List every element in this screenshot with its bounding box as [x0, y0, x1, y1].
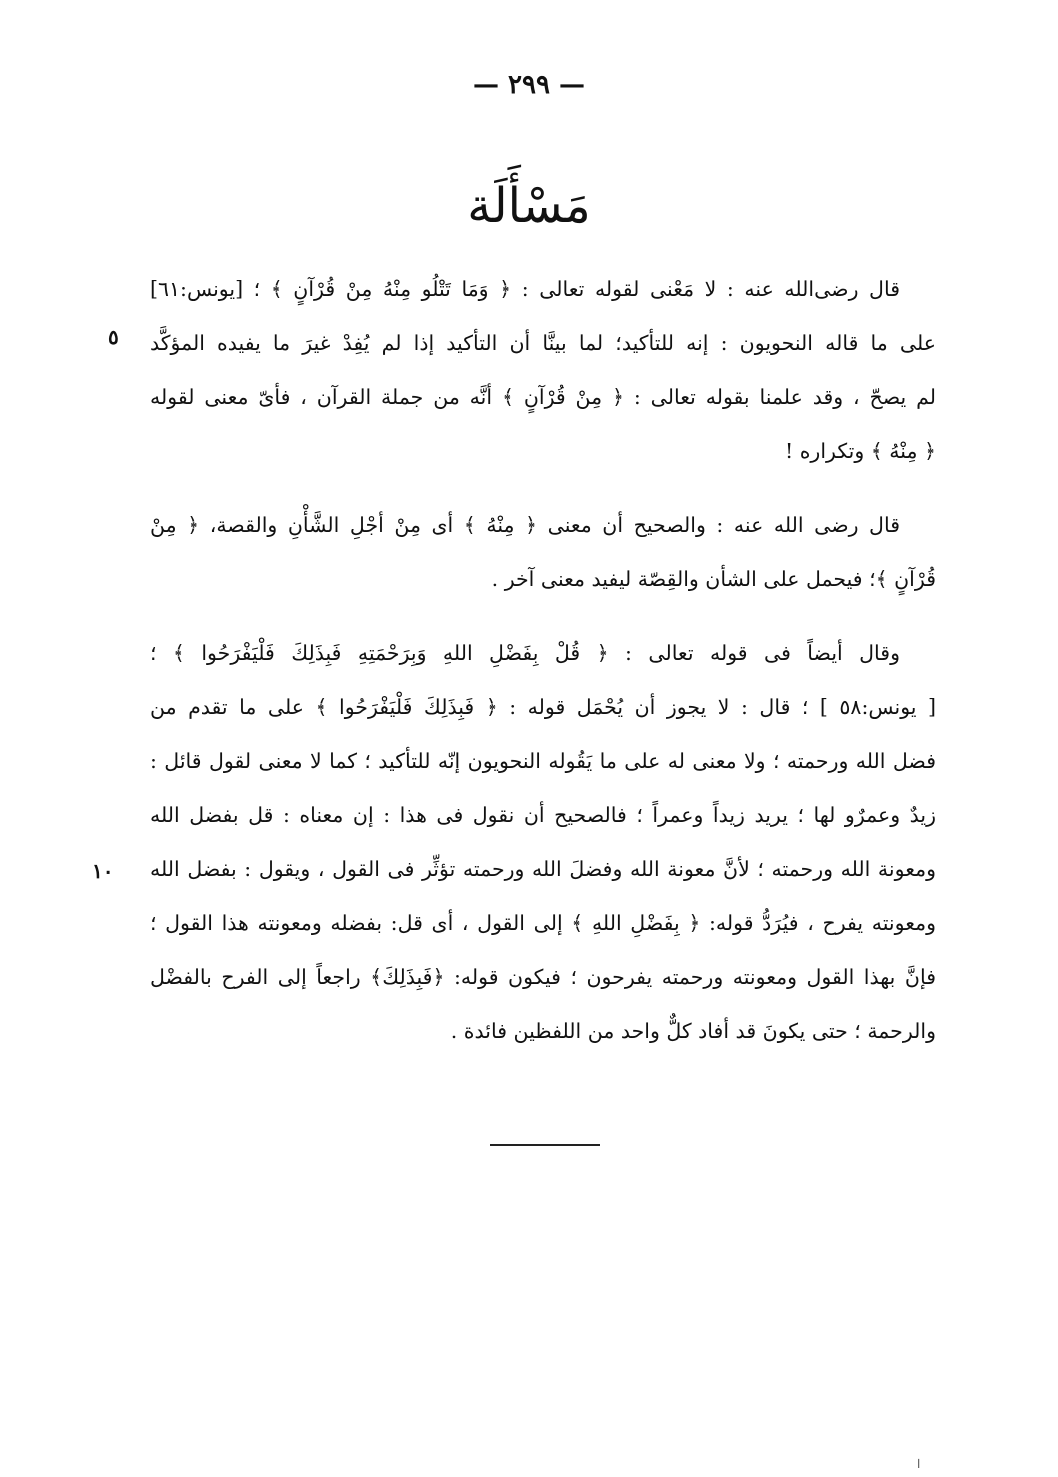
text-line: ﴿ مِنْهُ ﴾ وتكراره !: [784, 439, 936, 463]
footer-mark: ا: [917, 1457, 921, 1471]
text-line: زيدٌ وعمرٌو لها ؛ يريد زيداً وعمراً ؛ فالصحيح أن نقول فى هذا : إن معناه : قل بفضل الله: [150, 803, 936, 827]
text-line: ومعونته يفرح ، فيُرَدُّ قوله: ﴿ بِفَضْلِ اللهِ ﴾ إلى القول ، أى قل: بفضله ومعونته هذا القول ؛: [150, 911, 936, 935]
text-line: فإنَّ بهذا القول ومعونته ورحمته يفرحون ؛ فيكون قوله: ﴿فَبِذَلِكَ﴾ راجعاً إلى الفرح بالفضْل: [150, 965, 936, 989]
text-line: على ما قاله النحويون : إنه للتأكيد؛ لما بينَّا أن التأكيد إذا لم يُفِدْ غيرَ ما يفيده المؤكَّد: [150, 331, 936, 355]
paragraph-2: [150, 498, 936, 606]
text-line: ومعونة الله ورحمته ؛ لأنَّ معونة الله وفضلَ الله ورحمته تؤثِّر فى القول ، ويقول : بفضل الله: [150, 857, 936, 881]
paragraph-1: [150, 262, 936, 478]
text-line: فضل الله ورحمته ؛ ولا معنى له على ما يَقُوله النحويون إنّه للتأكيد ؛ كما لا معنى لقول قائل :: [150, 749, 936, 773]
paragraph-3: [150, 626, 936, 1058]
text-line: وقال أيضاً فى قوله تعالى : ﴿ قُلْ بِفَضْلِ اللهِ وَبِرَحْمَتِهِ فَبِذَلِكَ فَلْيَفْرَحُوا ﴾ ؛: [150, 641, 900, 665]
line-number-5: ٥: [108, 325, 119, 349]
text-line: والرحمة ؛ حتى يكونَ قد أفاد كلٌّ واحد من اللفظين فائدة .: [450, 1019, 936, 1043]
closing-rule: [490, 1144, 600, 1146]
text-line: قال رضى‌الله عنه : لا مَعْنى لقوله تعالى : ﴿ وَمَا تَتْلُو مِنْهُ مِنْ قُرْآنٍ ﴾ ؛ [يونس:٦١]: [150, 277, 900, 301]
text-line: قُرْآنٍ ﴾؛ فيحمل على الشأن والقِصّة ليفيد معنى آخر .: [491, 567, 936, 591]
body-text: [150, 262, 936, 1078]
page-title: مَسْأَلَة: [467, 178, 591, 234]
page-number: — ٢٩٩ —: [472, 70, 586, 100]
text-line: [ يونس:٥٨ ] ؛ قال : لا يجوز أن يُحْمَل قوله : ﴿ فَبِذَلِكَ فَلْيَفْرَحُوا ﴾ على ما تقدم من: [150, 695, 936, 719]
text-line: لم يصحّ ، وقد علمنا بقوله تعالى : ﴿ مِنْ قُرْآنٍ ﴾ أنَّه من جملة القرآن ، فأىّ معنى لقوله: [150, 385, 936, 409]
line-number-10: ١٠: [92, 859, 114, 883]
text-line: قال رضى الله عنه : والصحيح أن معنى ﴿ مِنْهُ ﴾ أى مِنْ أجْلِ الشَّأْنِ والقصة، ﴿ مِنْ: [150, 513, 900, 537]
